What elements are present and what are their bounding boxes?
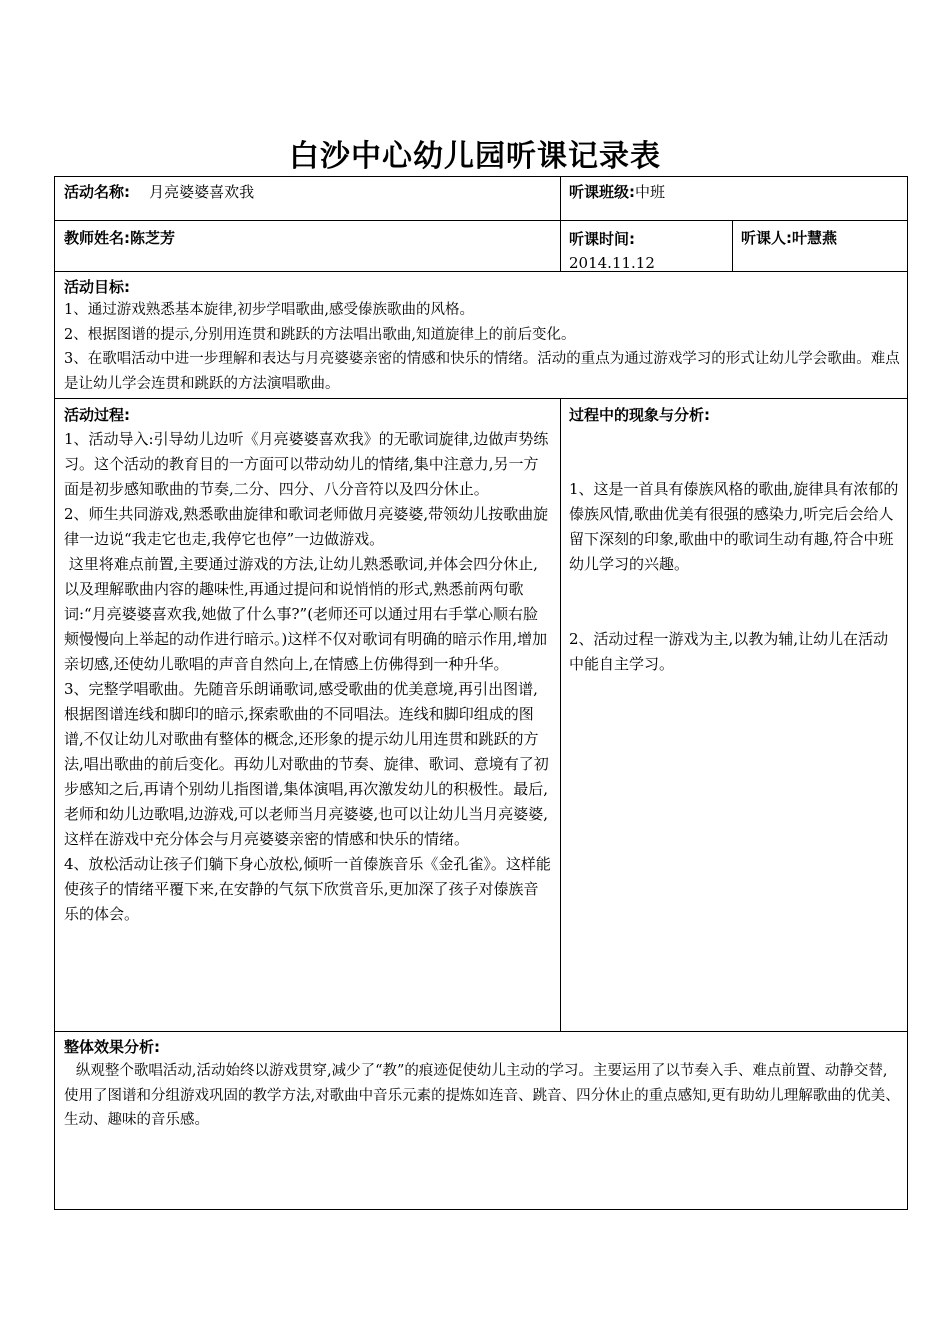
- goal-item: 2、根据图谱的提示,分别用连贯和跳跃的方法唱出歌曲,知道旋律上的前后变化。: [64, 326, 576, 343]
- overall-text: 纵观整个歌唱活动,活动始终以游戏贯穿,减少了“教”的痕迹促使幼儿主动的学习。主要运用了以节奏入手、难点前置、动静交替,使用了图谱和分组游戏巩固的教学方法,对歌曲中音乐元素的提炼如连音、跳音、四分休止的重点感知,更有助幼儿理解歌曲的优美、生动、趣味的音乐感。: [64, 1063, 900, 1128]
- class-cell: [569, 181, 899, 202]
- analysis-cell: [569, 403, 899, 677]
- activity-name-label: 活动名称:: [64, 183, 130, 201]
- analysis-item: 2、活动过程一游戏为主,以教为辅,让幼儿在活动中能自主学习。: [569, 630, 889, 673]
- activity-name-value: 月亮婆婆喜欢我: [149, 183, 255, 201]
- process-paragraph: 2、师生共同游戏,熟悉歌曲旋律和歌词老师做月亮婆婆,带领幼儿按歌曲旋律一边说“我走它也走,我停它也停”一边做游戏。: [64, 505, 549, 548]
- col-divider: [732, 220, 733, 271]
- teacher-value: 陈芝芳: [130, 229, 176, 247]
- listener-value: 叶慧燕: [792, 229, 838, 247]
- goals-label: 活动目标:: [64, 278, 130, 296]
- record-table: [54, 176, 908, 1210]
- class-label: 听课班级:: [569, 183, 635, 201]
- process-paragraph: 4、放松活动让孩子们躺下身心放松,倾听一首傣族音乐《金孔雀》。这样能使孩子的情绪平覆下来,在安静的气氛下欣赏音乐,更加深了孩子对傣族音乐的体会。: [64, 855, 551, 923]
- process-paragraph: 这里将难点前置,主要通过游戏的方法,让幼儿熟悉歌词,并体会四分休止,以及理解歌曲内容的趣味性,再通过提问和说悄悄的形式,熟悉前两句歌词:“月亮婆婆喜欢我,她做了什么事?”(老师还可以通过用右手掌心顺右脸颊慢慢向上举起的动作进行暗示。)这样不仅对歌词有明确的暗示作用,增加亲切感,还使幼儿歌唱的声音自然向上,在情感上仿佛得到一种升华。: [64, 555, 548, 673]
- class-value: 中班: [635, 183, 666, 201]
- goal-item: 3、在歌唱活动中进一步理解和表达与月亮婆婆亲密的情感和快乐的情绪。活动的重点为通过游戏学习的形式让幼儿学会歌曲。难点是让幼儿学会连贯和跳跃的方法演唱歌曲。: [64, 351, 900, 392]
- analysis-item: 1、这是一首具有傣族风格的歌曲,旋律具有浓郁的傣族风情,歌曲优美有很强的感染力,听完后会给人留下深刻的印象,歌曲中的歌词生动有趣,符合中班幼儿学习的兴趣。: [569, 480, 899, 573]
- teacher-label: 教师姓名:: [64, 229, 130, 247]
- listener-cell: [741, 227, 901, 248]
- process-cell: [64, 403, 552, 927]
- page-title: 白沙中心幼儿园听课记录表: [289, 139, 661, 174]
- col-divider: [560, 398, 561, 1031]
- analysis-label: 过程中的现象与分析:: [569, 406, 710, 424]
- col-divider: [560, 177, 561, 271]
- time-value: 2014.11.12: [569, 254, 655, 272]
- teacher-cell: [64, 227, 554, 248]
- time-cell: [569, 227, 729, 275]
- process-paragraph: 1、活动导入:引导幼儿边听《月亮婆婆喜欢我》的无歌词旋律,边做声势练习。这个活动的教育目的一方面可以带动幼儿的情绪,集中注意力,另一方面是初步感知歌曲的节奏,二分、四分、八分音符以及四分休止。: [64, 430, 549, 498]
- process-paragraph: 3、完整学唱歌曲。先随音乐朗诵歌词,感受歌曲的优美意境,再引出图谱,根据图谱连线和脚印的暗示,探索歌曲的不同唱法。连线和脚印组成的图谱,不仅让幼儿对歌曲有整体的概念,还形象的提示幼儿用连贯和跳跃的方法,唱出歌曲的前后变化。再幼儿对歌曲的节奏、旋律、歌词、意境有了初步感知之后,再请个别幼儿指图谱,集体演唱,再次激发幼儿的积极性。最后,老师和幼儿边歌唱,边游戏,可以老师当月亮婆婆,也可以让幼儿当月亮婆婆,这样在游戏中充分体会与月亮婆婆亲密的情感和快乐的情绪。: [64, 680, 549, 848]
- process-label: 活动过程:: [64, 406, 130, 424]
- row-divider: [55, 1031, 907, 1032]
- row-divider: [55, 220, 907, 221]
- activity-name-cell: [64, 181, 554, 202]
- listener-label: 听课人:: [741, 229, 792, 247]
- overall-cell: [64, 1035, 900, 1133]
- goal-item: 1、通过游戏熟悉基本旋律,初步学唱歌曲,感受傣族歌曲的风格。: [64, 302, 474, 318]
- row-divider: [55, 398, 907, 399]
- goals-cell: [64, 276, 900, 396]
- overall-label: 整体效果分析:: [64, 1038, 160, 1056]
- row-divider: [55, 271, 907, 272]
- time-label: 听课时间:: [569, 230, 635, 248]
